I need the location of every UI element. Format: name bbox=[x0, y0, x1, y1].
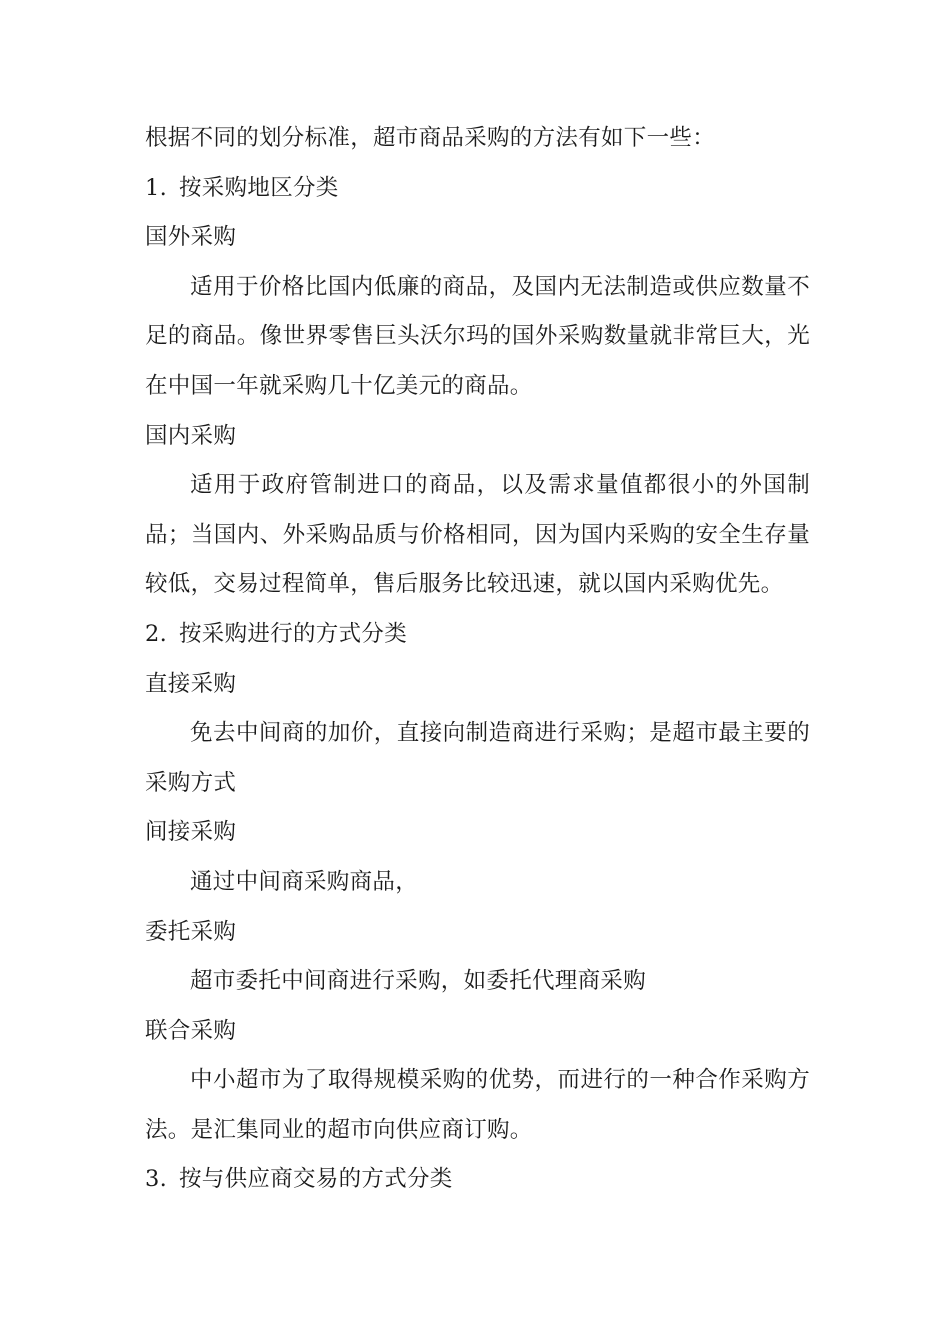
section-number: 2. bbox=[145, 620, 168, 647]
item-title-joint-purchase: 联合采购 bbox=[145, 1017, 237, 1044]
item-title-domestic-purchase: 国内采购 bbox=[145, 422, 237, 449]
section-title: 按与供应商交易的方式分类 bbox=[179, 1166, 453, 1193]
section-heading-1 bbox=[145, 164, 810, 214]
item-text-foreign-purchase: 适用于价格比国内低廉的商品，及国内无法制造或供应数量不足的商品。像世界零售巨头沃尔玛的国外采购数量就非常巨大，光在中国一年就采购几十亿美元的商品。 bbox=[145, 273, 810, 399]
item-title-entrusted-purchase: 委托采购 bbox=[145, 918, 237, 945]
section-number: 3. bbox=[145, 1166, 168, 1193]
section-heading-3 bbox=[145, 1155, 810, 1205]
item-title-foreign-purchase: 国外采购 bbox=[145, 224, 237, 251]
section-heading-2 bbox=[145, 610, 810, 660]
section-title: 按采购进行的方式分类 bbox=[179, 620, 408, 647]
section-number: 1. bbox=[145, 174, 168, 201]
section-title: 按采购地区分类 bbox=[179, 174, 339, 201]
document-body bbox=[145, 114, 810, 1205]
intro-paragraph: 根据不同的划分标准，超市商品采购的方法有如下一些： bbox=[145, 125, 716, 151]
item-text-indirect-purchase: 通过中间商采购商品， bbox=[190, 868, 419, 895]
item-text-direct-purchase: 免去中间商的加价，直接向制造商进行采购；是超市最主要的采购方式 bbox=[145, 720, 810, 796]
item-text-domestic-purchase: 适用于政府管制进口的商品，以及需求量值都很小的外国制品；当国内、外采购品质与价格相同，因为国内采购的安全生存量较低，交易过程简单，售后服务比较迅速，就以国内采购优先。 bbox=[145, 472, 810, 598]
item-text-entrusted-purchase: 超市委托中间商进行采购，如委托代理商采购 bbox=[190, 968, 647, 995]
item-text-joint-purchase: 中小超市为了取得规模采购的优势，而进行的一种合作采购方法。是汇集同业的超市向供应商订购。 bbox=[145, 1067, 810, 1143]
item-title-indirect-purchase: 间接采购 bbox=[145, 819, 237, 846]
item-title-direct-purchase: 直接采购 bbox=[145, 670, 237, 697]
